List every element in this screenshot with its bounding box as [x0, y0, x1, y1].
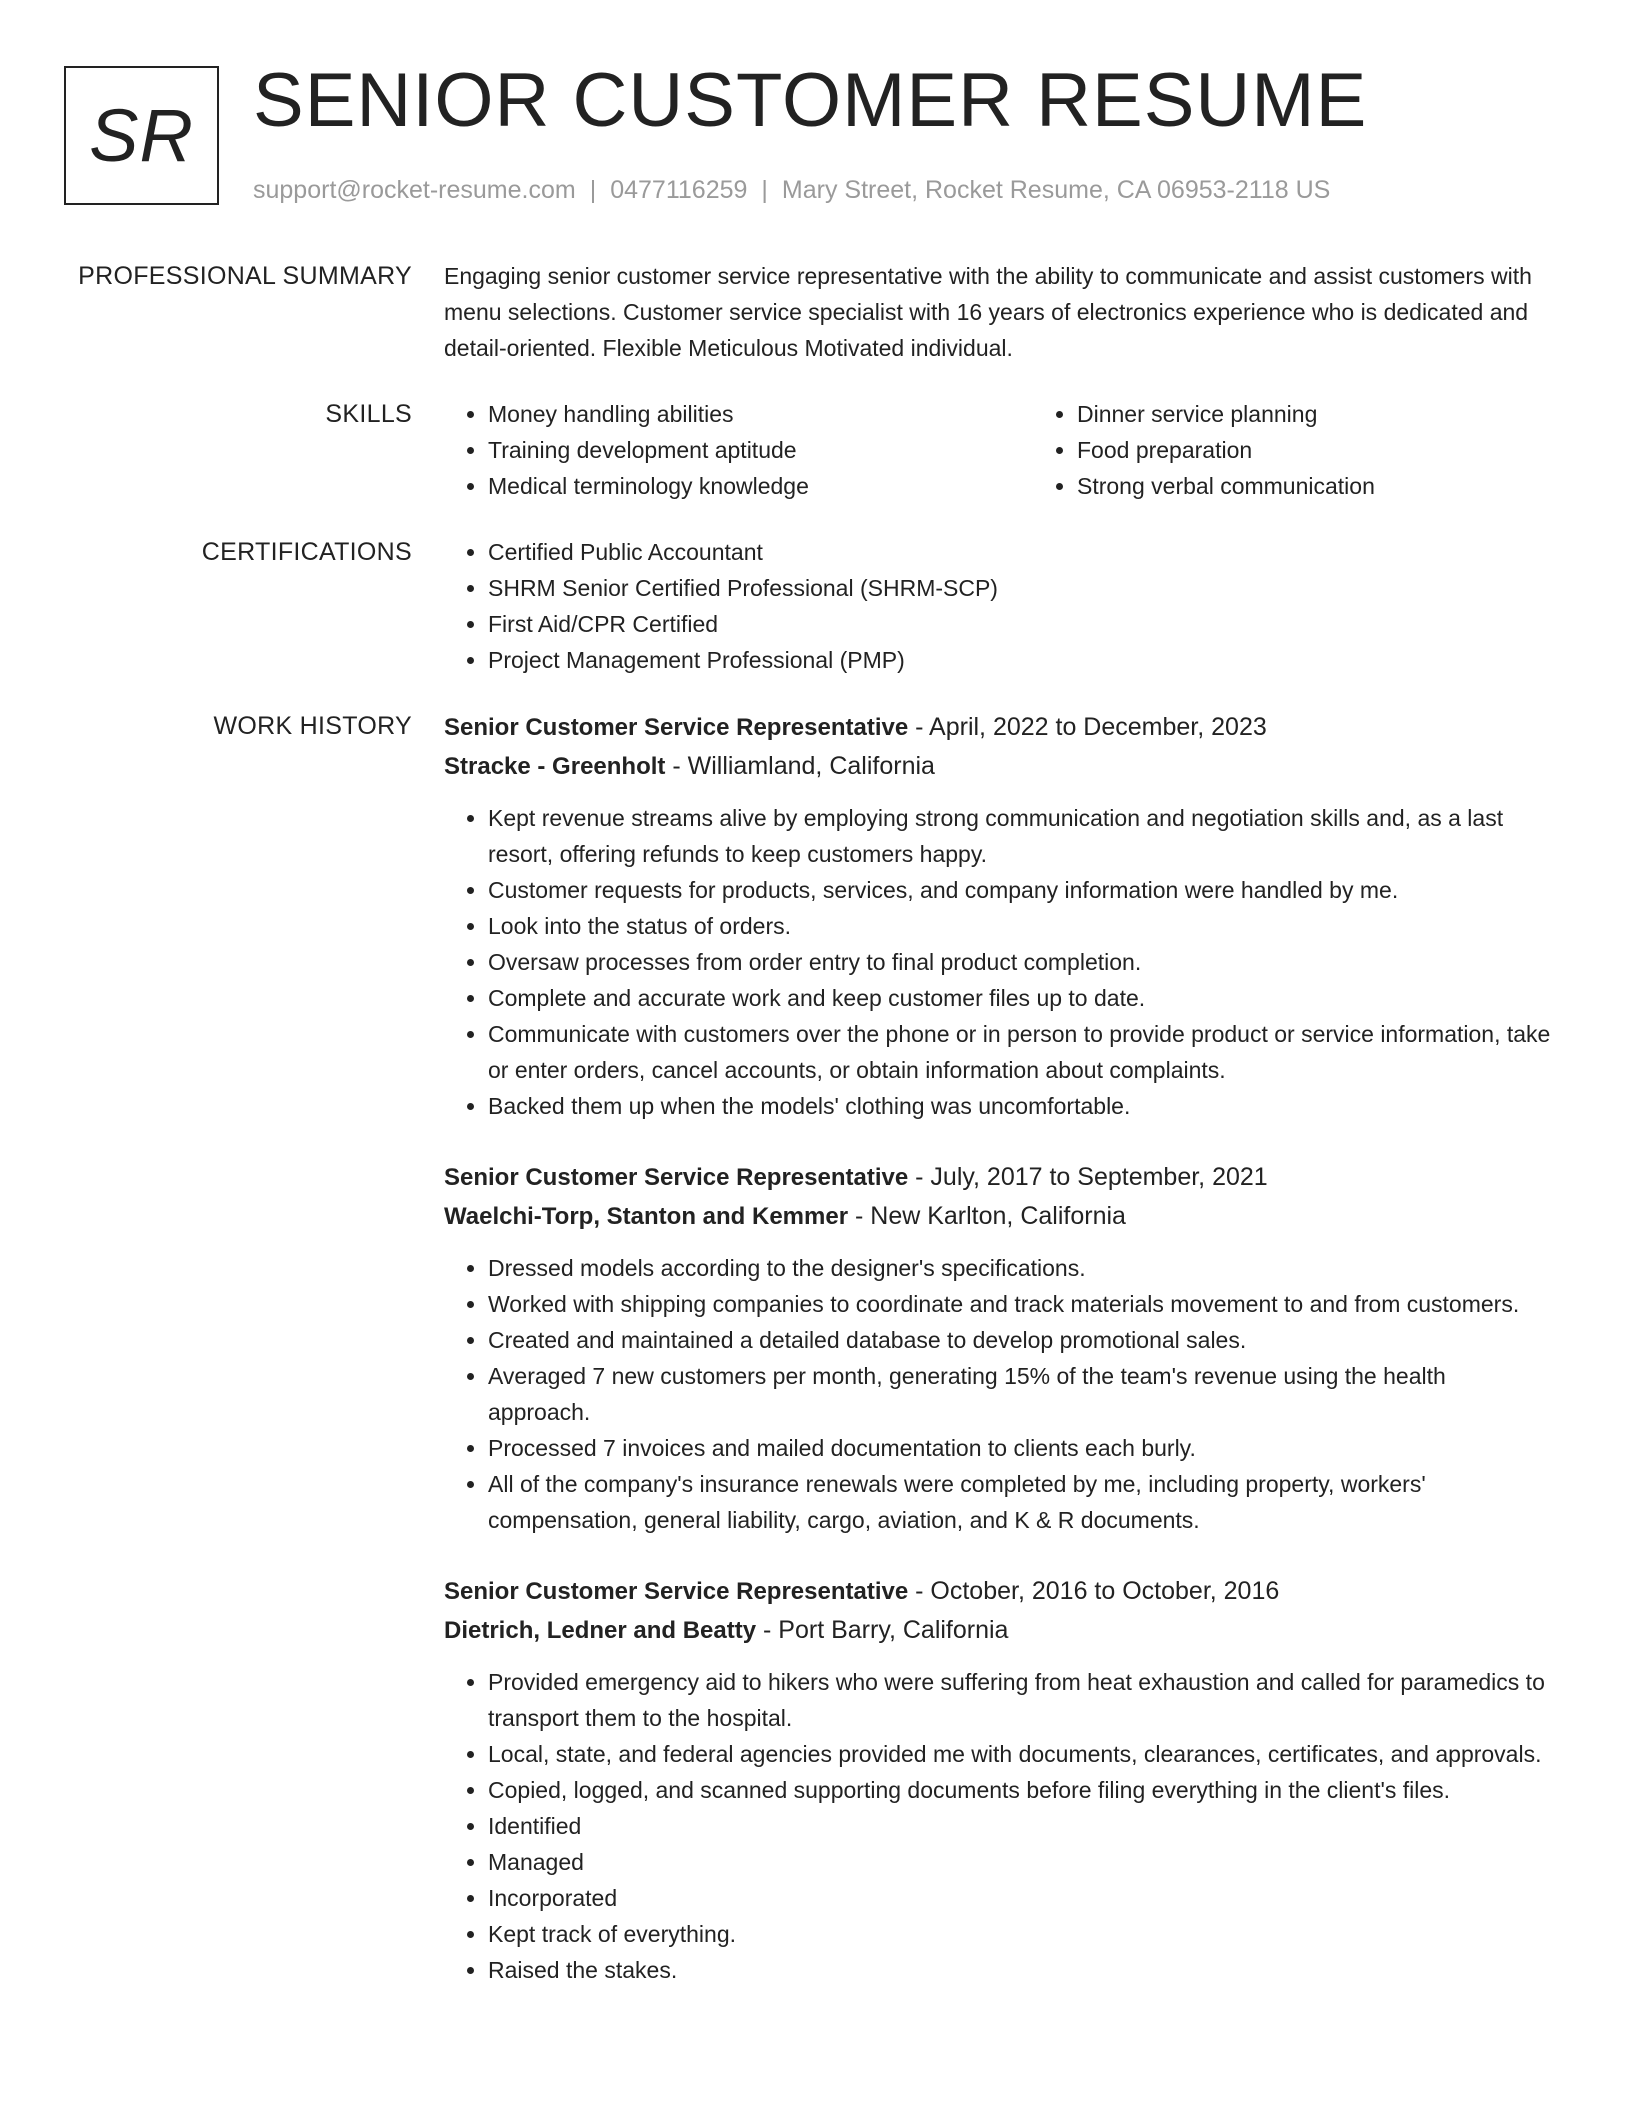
job-title-line	[444, 708, 1554, 747]
skill-item: • Food preparation	[1077, 432, 1577, 468]
job-duty: • Local, state, and federal agencies provided me with documents, clearances, certificates, and approvals.	[488, 1736, 1554, 1772]
certification-item: • Certified Public Accountant	[488, 534, 1554, 570]
section-label: PROFESSIONAL SUMMARY	[78, 262, 412, 290]
job-title: Senior Customer Service Representative	[444, 1578, 909, 1605]
job-duty: • Averaged 7 new customers per month, generating 15% of the team's revenue using the health approach.	[488, 1358, 1554, 1430]
work-history-section	[0, 708, 1632, 1988]
job-duty: • Customer requests for products, services, and company information were handled by me.	[488, 872, 1554, 908]
job-duties-list	[444, 1250, 1554, 1538]
section-label: WORK HISTORY	[213, 712, 412, 740]
resume-sections	[0, 258, 1632, 2018]
skill-item: • Strong verbal communication	[1077, 468, 1577, 504]
certifications-section	[0, 534, 1632, 678]
section-body	[444, 708, 1554, 1988]
job-location: - New Karlton, California	[848, 1202, 1126, 1230]
job-duty: • Managed	[488, 1844, 1554, 1880]
skills-section	[0, 396, 1632, 504]
job-entry	[444, 708, 1554, 1124]
certifications-list	[444, 534, 1554, 678]
contact-email: support@rocket-resume.com	[253, 176, 576, 204]
job-location: - Williamland, California	[665, 752, 935, 780]
job-entry	[444, 1158, 1554, 1538]
skills-list-left	[444, 396, 988, 504]
section-body	[444, 258, 1554, 366]
job-duty: • Copied, logged, and scanned supporting documents before filing everything in the client's files.	[488, 1772, 1554, 1808]
job-duty: • Raised the stakes.	[488, 1952, 1554, 1988]
skill-item: • Dinner service planning	[1077, 396, 1577, 432]
contact-separator: |	[589, 176, 597, 204]
skills-list-right	[1033, 396, 1577, 504]
job-dates: - October, 2016 to October, 2016	[908, 1577, 1280, 1605]
job-duty: • Dressed models according to the designer's specifications.	[488, 1250, 1554, 1286]
job-company: Dietrich, Ledner and Beatty	[444, 1617, 757, 1644]
job-duties-list	[444, 1664, 1554, 1988]
job-company: Stracke - Greenholt	[444, 753, 666, 780]
job-duty: • Communicate with customers over the phone or in person to provide product or service information, take or enter orders, cancel accounts, or obtain information about complaints.	[488, 1016, 1554, 1088]
job-company-line	[444, 1611, 1554, 1650]
skills-grid	[444, 396, 1554, 504]
section-label: SKILLS	[325, 400, 412, 428]
job-company: Waelchi-Torp, Stanton and Kemmer	[444, 1203, 849, 1230]
section-body	[444, 534, 1554, 678]
job-dates: - July, 2017 to September, 2021	[908, 1163, 1268, 1191]
monogram-badge	[64, 66, 219, 205]
certification-item: • First Aid/CPR Certified	[488, 606, 1554, 642]
job-duty: • Oversaw processes from order entry to final product completion.	[488, 944, 1554, 980]
job-duty: • Backed them up when the models' clothing was uncomfortable.	[488, 1088, 1554, 1124]
contact-separator: |	[761, 176, 768, 204]
contact-phone: 0477116259	[610, 176, 748, 204]
job-duty: • Kept revenue streams alive by employing strong communication and negotiation skills and, as a last resort, offering refunds to keep customers happy.	[488, 800, 1554, 872]
skill-item: • Medical terminology knowledge	[488, 468, 988, 504]
job-dates: - April, 2022 to December, 2023	[908, 713, 1267, 741]
job-duty: • Worked with shipping companies to coordinate and track materials movement to and from customers.	[488, 1286, 1554, 1322]
job-duty: • All of the company's insurance renewals were completed by me, including property, workers' compensation, general liability, cargo, aviation, and K & R documents.	[488, 1466, 1554, 1538]
job-duty: • Complete and accurate work and keep customer files up to date.	[488, 980, 1554, 1016]
certification-item: • Project Management Professional (PMP)	[488, 642, 1554, 678]
section-label: CERTIFICATIONS	[201, 538, 412, 566]
monogram-initials: SR	[89, 94, 194, 177]
summary-section	[0, 258, 1632, 366]
job-title-line	[444, 1572, 1554, 1611]
contact-address: Mary Street, Rocket Resume, CA 06953-2118 US	[781, 176, 1331, 204]
job-company-line	[444, 747, 1554, 786]
job-title: Senior Customer Service Representative	[444, 714, 909, 741]
job-duty: • Processed 7 invoices and mailed documentation to clients each burly.	[488, 1430, 1554, 1466]
job-duty: • Incorporated	[488, 1880, 1554, 1916]
skill-item: • Training development aptitude	[488, 432, 988, 468]
section-body	[444, 396, 1554, 504]
job-location: - Port Barry, California	[756, 1616, 1009, 1644]
summary-text: Engaging senior customer service representative with the ability to communicate and assist customers with menu selections. Customer service specialist with 16 years of electronics experience who is dedicated and detail-oriented. Flexible Meticulous Motivated individual.	[444, 263, 1532, 361]
resume-title: SENIOR CUSTOMER RESUME	[253, 58, 1368, 143]
job-duty: • Look into the status of orders.	[488, 908, 1554, 944]
contact-line	[253, 172, 1330, 208]
job-duty: • Provided emergency aid to hikers who were suffering from heat exhaustion and called for paramedics to transport them to the hospital.	[488, 1664, 1554, 1736]
job-title-line	[444, 1158, 1554, 1197]
job-duty: • Identified	[488, 1808, 1554, 1844]
job-duties-list	[444, 800, 1554, 1124]
certification-item: • SHRM Senior Certified Professional (SHRM-SCP)	[488, 570, 1554, 606]
job-duty: • Created and maintained a detailed database to develop promotional sales.	[488, 1322, 1554, 1358]
job-entry	[444, 1572, 1554, 1988]
job-duty: • Kept track of everything.	[488, 1916, 1554, 1952]
job-company-line	[444, 1197, 1554, 1236]
job-title: Senior Customer Service Representative	[444, 1164, 909, 1191]
skill-item: • Money handling abilities	[488, 396, 988, 432]
